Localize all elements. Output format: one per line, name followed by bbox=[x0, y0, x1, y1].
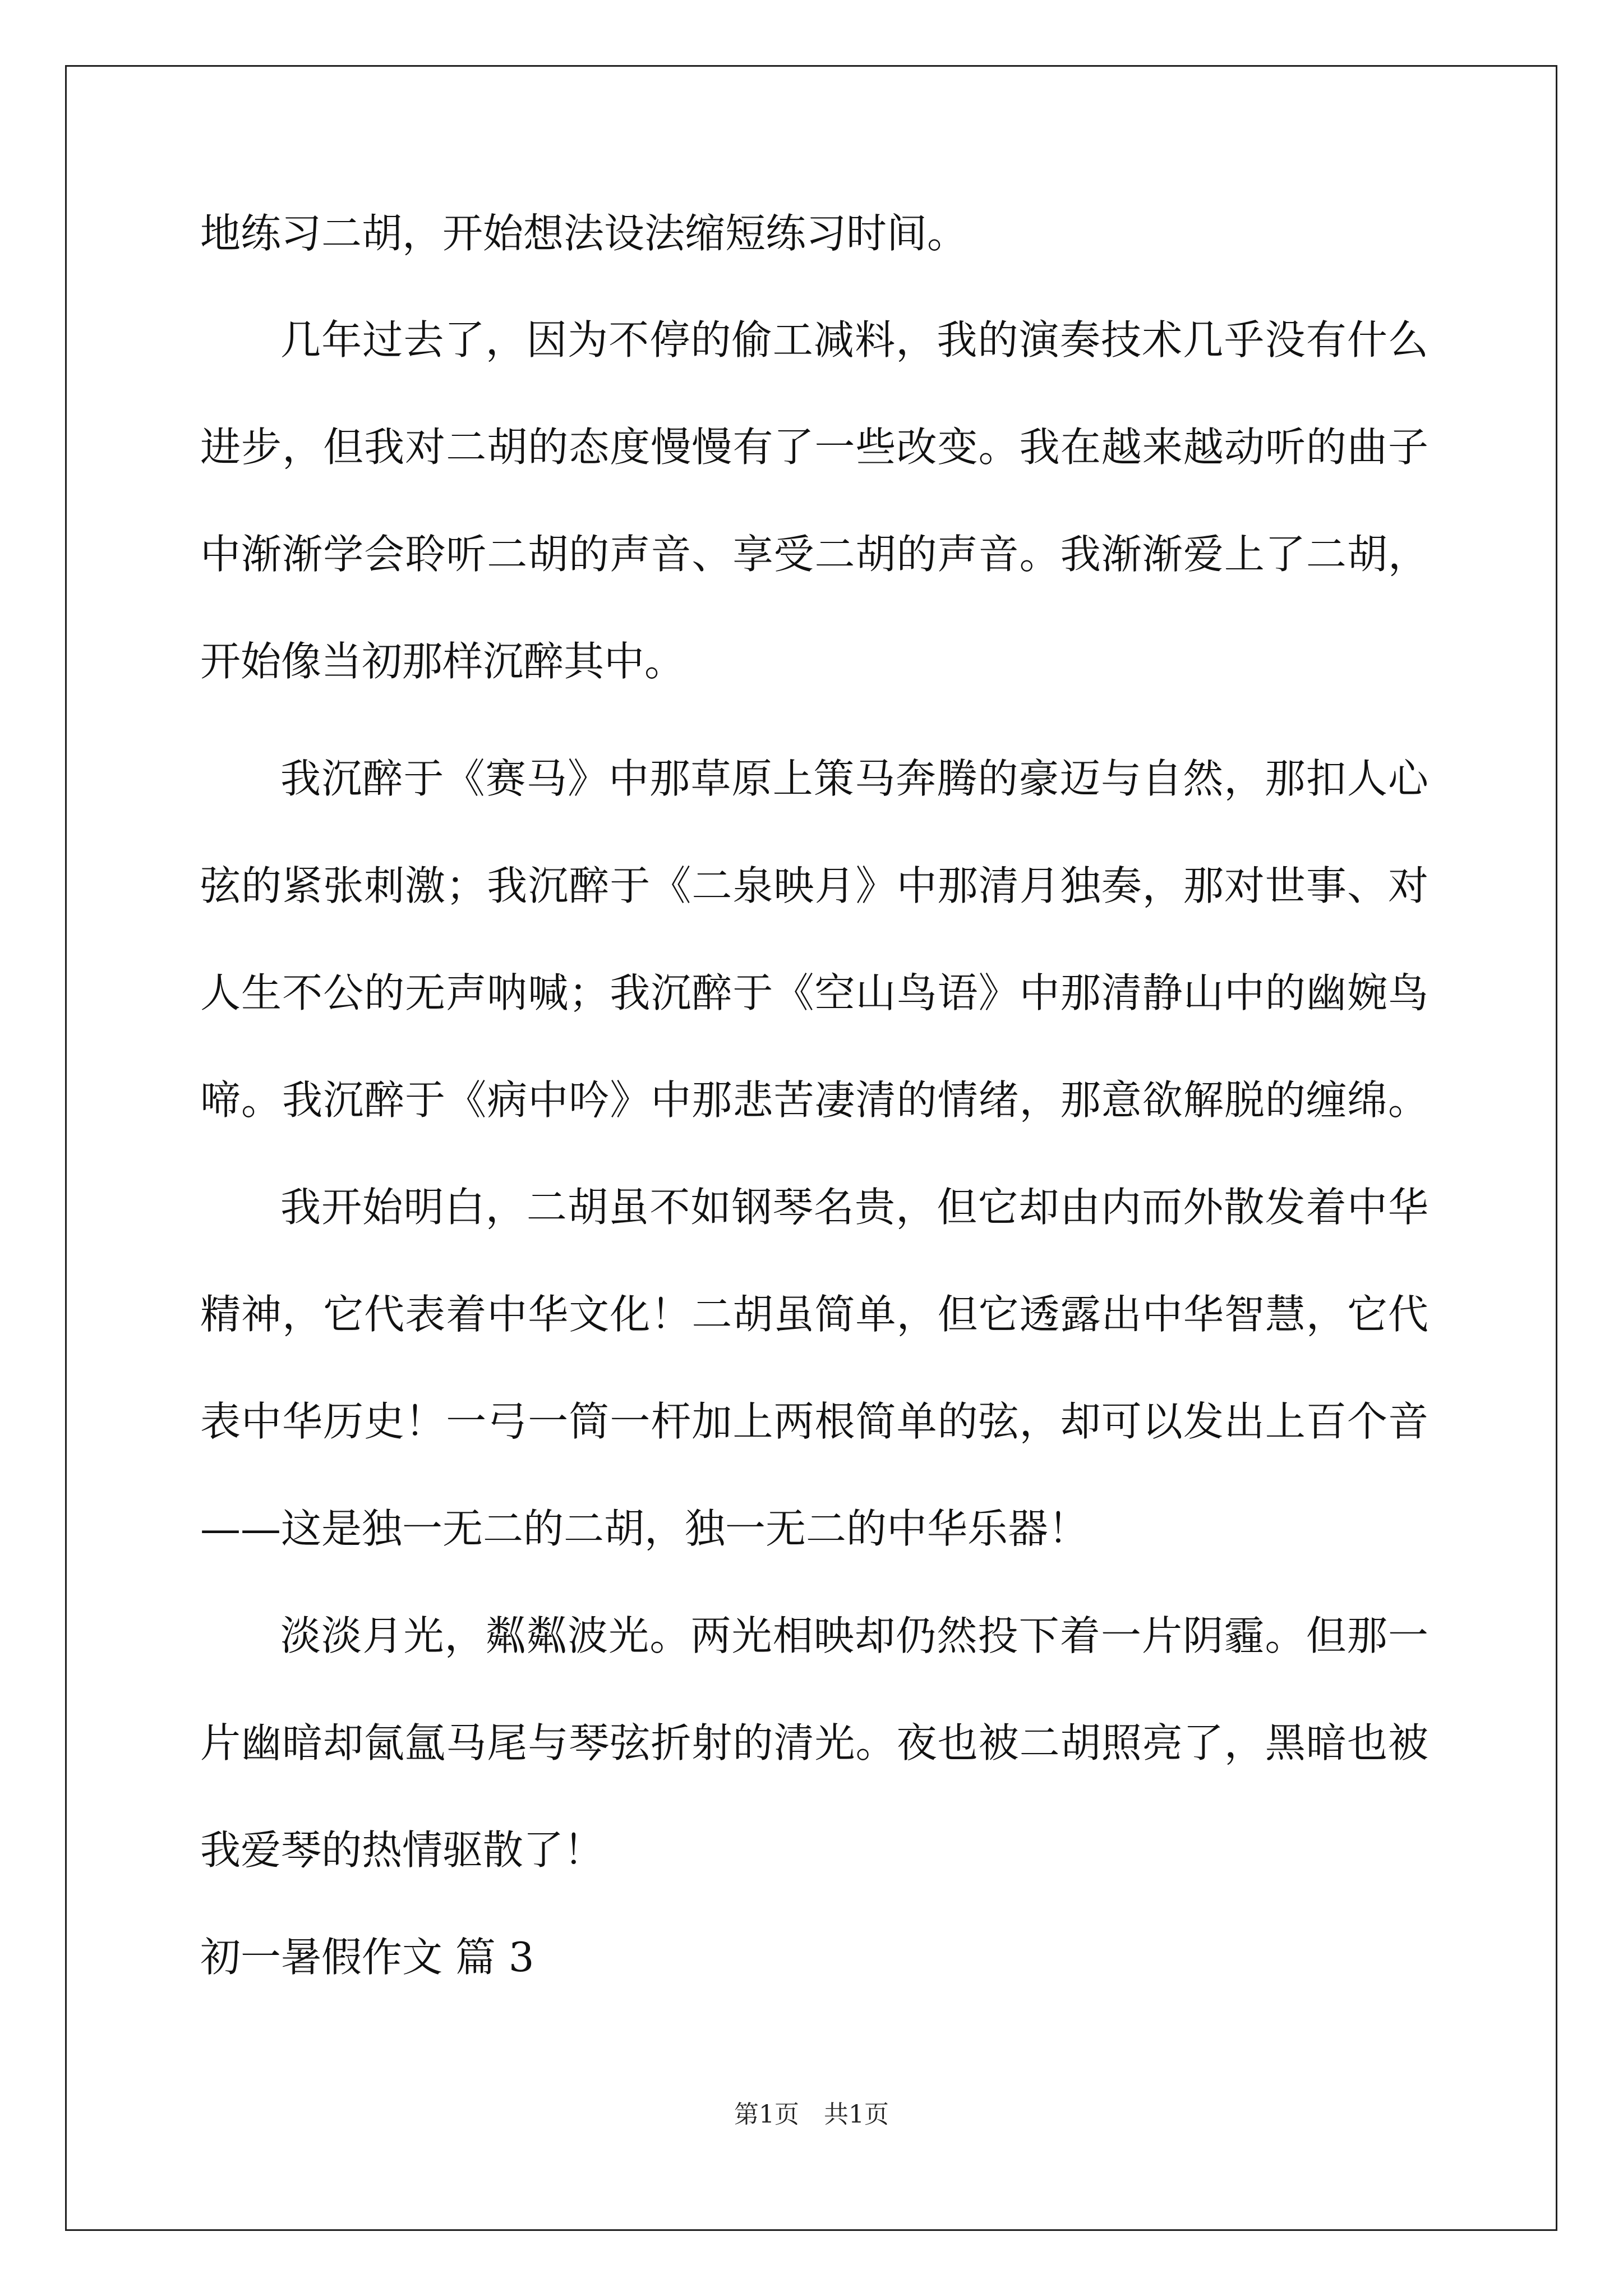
text-line: 几年过去了，因为不停的偷工减料，我的演奏技术几乎没有什么 bbox=[280, 316, 1428, 364]
text-line: 表中华历史！一弓一筒一杆加上两根简单的弦，却可以发出上百个音 bbox=[200, 1398, 1428, 1445]
text-line: 地练习二胡，开始想法设法缩短练习时间。 bbox=[200, 210, 968, 257]
section-heading: 初一暑假作文 篇 3 bbox=[200, 1934, 534, 1981]
text-line: 精神，它代表着中华文化！二胡虽简单，但它透露出中华智慧，它代 bbox=[200, 1291, 1428, 1338]
page-footer: 第1页 共1页 bbox=[734, 2100, 889, 2129]
text-line: 片幽暗却氤氲马尾与琴弦折射的清光。夜也被二胡照亮了，黑暗也被 bbox=[200, 1719, 1428, 1766]
text-line: 淡淡月光，粼粼波光。两光相映却仍然投下着一片阴霾。但那一 bbox=[280, 1612, 1428, 1659]
text-line: 开始像当初那样沉醉其中。 bbox=[200, 638, 685, 685]
text-line: 弦的紧张刺激；我沉醉于《二泉映月》中那清月独奏，那对世事、对 bbox=[200, 862, 1428, 909]
page-border bbox=[65, 65, 1557, 2231]
text-line: 人生不公的无声呐喊；我沉醉于《空山鸟语》中那清静山中的幽婉鸟 bbox=[200, 969, 1428, 1016]
text-line: 啼。我沉醉于《病中吟》中那悲苦凄清的情绪，那意欲解脱的缠绵。 bbox=[200, 1076, 1428, 1124]
text-line: 我开始明白，二胡虽不如钢琴名贵，但它却由内而外散发着中华 bbox=[280, 1184, 1428, 1231]
text-line: ——这是独一无二的二胡，独一无二的中华乐器！ bbox=[200, 1505, 1089, 1552]
text-line: 中渐渐学会聆听二胡的声音、享受二胡的声音。我渐渐爱上了二胡， bbox=[200, 531, 1428, 578]
text-line: 进步，但我对二胡的态度慢慢有了一些改变。我在越来越动听的曲子 bbox=[200, 424, 1428, 471]
text-line: 我爱琴的热情驱散了！ bbox=[200, 1826, 605, 1874]
text-line: 我沉醉于《赛马》中那草原上策马奔腾的豪迈与自然，那扣人心 bbox=[280, 755, 1428, 802]
